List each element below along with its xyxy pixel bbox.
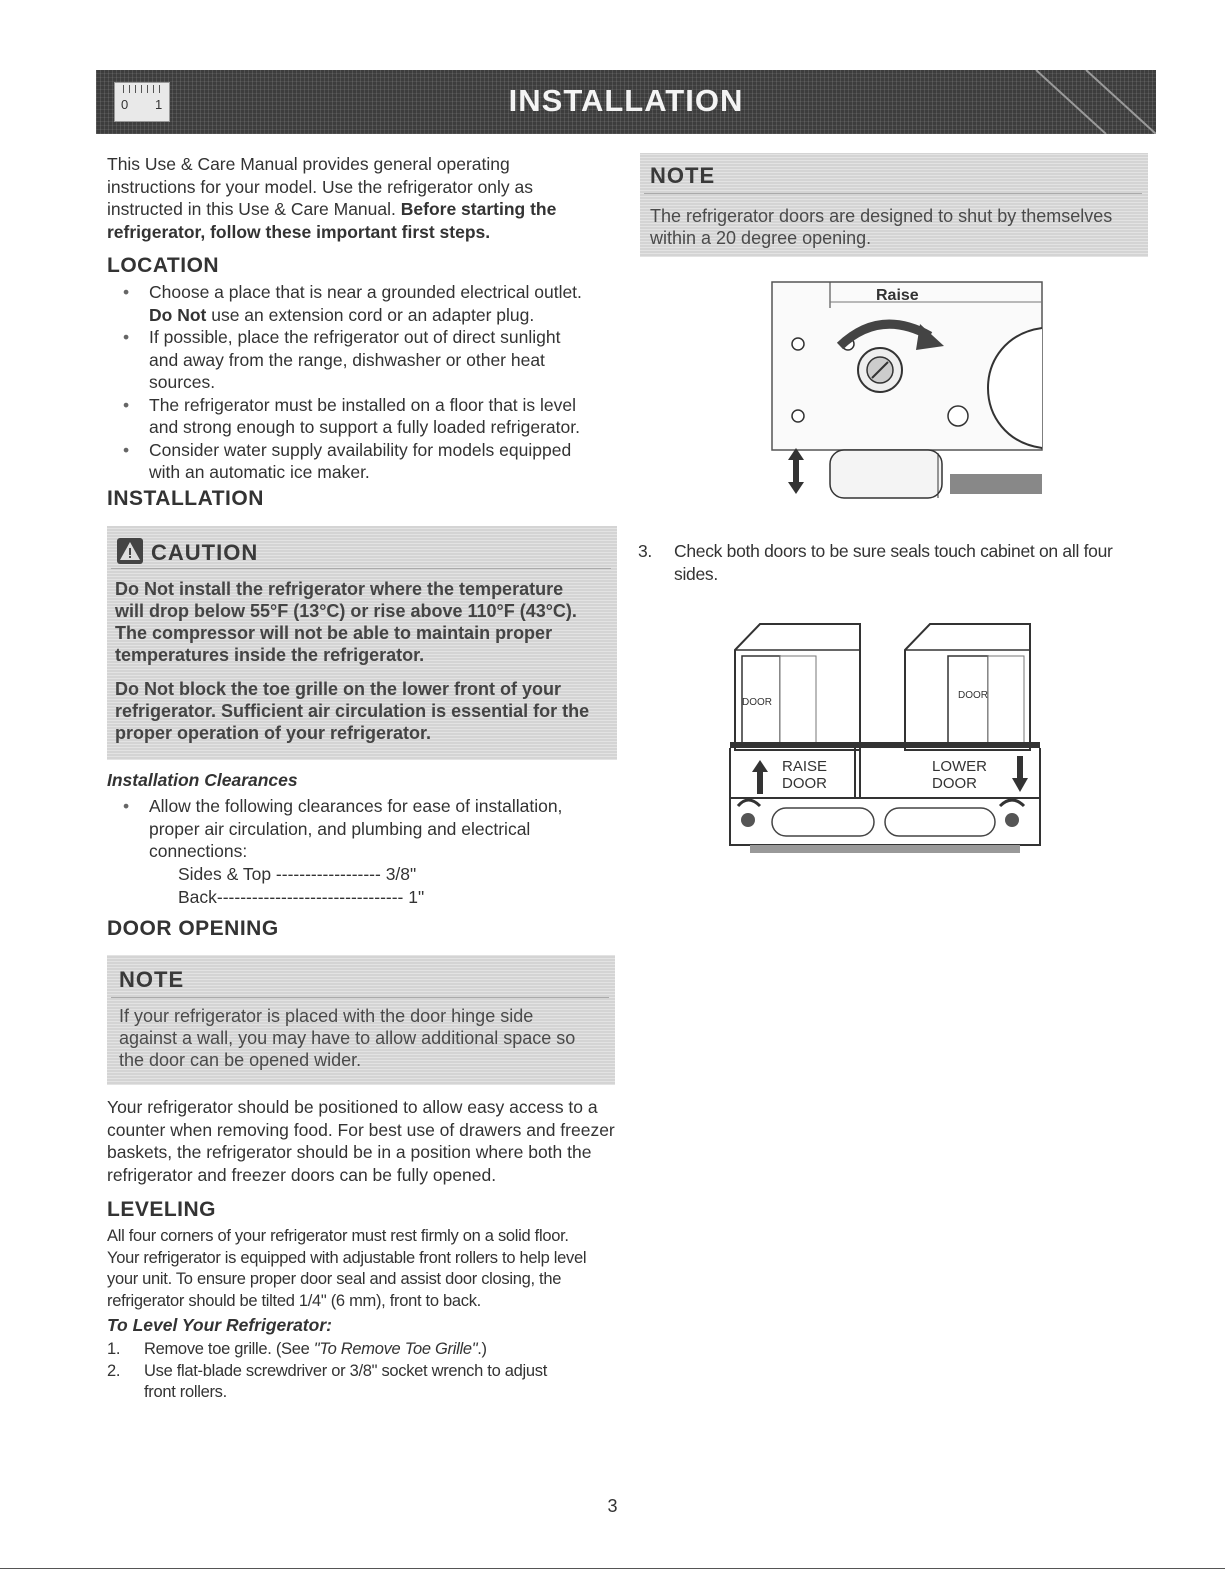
list-item: • Choose a place that is near a grounded electrical outlet. Do Not use an extension cord or an adapter plug. bbox=[107, 281, 617, 326]
caution-paragraph-1: Do Not install the refrigerator where the temperature will drop below 55°F (13°C) or rise above 110°F (43°C). The compressor will not be able to maintain proper temperatures inside the refrigerator. bbox=[115, 579, 577, 665]
lower-door-label-1: LOWER bbox=[932, 758, 988, 775]
clearances-list bbox=[107, 795, 617, 863]
header-decoration bbox=[1016, 70, 1156, 134]
door-shut-note-box bbox=[640, 153, 1148, 257]
leveling-paragraph: All four corners of your refrigerator must rest firmly on a solid floor. Your refrigerator is equipped with adjustable front rollers to help level your unit. To ensure proper door seal and assist door closing, the refrigerator should be tilted 1/4" (6 mm), front to back. bbox=[107, 1227, 587, 1310]
leveling-subhead: To Level Your Refrigerator: bbox=[107, 1315, 332, 1335]
raise-door-label-2: DOOR bbox=[782, 775, 827, 792]
door-label-left: DOOR bbox=[742, 697, 772, 708]
lower-door-label-2: DOOR bbox=[932, 775, 977, 792]
location-heading: LOCATION bbox=[107, 254, 220, 277]
caution-paragraph-2: Do Not block the toe grille on the lower front of your refrigerator. Sufficient air circulation is essential for the proper operation of your refrigerator. bbox=[115, 679, 590, 743]
roller-adjust-illustration bbox=[760, 278, 1045, 513]
list-item: • The refrigerator must be installed on a floor that is level and strong enough to support a fully loaded refrigerator. bbox=[107, 394, 617, 439]
location-list bbox=[107, 281, 617, 484]
door-alignment-illustration bbox=[720, 610, 1055, 860]
caution-title: CAUTION bbox=[151, 540, 259, 565]
door-label-right: DOOR bbox=[958, 690, 988, 701]
level-gauge-icon: 0 1 bbox=[114, 82, 170, 122]
clearance-sides-top: Sides & Top ------------------ 3/8" bbox=[178, 864, 417, 884]
leveling-heading: LEVELING bbox=[107, 1198, 217, 1221]
list-item: 1. Remove toe grille. (See "To Remove Toe Grille".) bbox=[107, 1340, 487, 1358]
list-item: • Consider water supply availability for models equipped with an automatic ice maker. bbox=[107, 439, 617, 484]
clearance-back: Back-------------------------------- 1" bbox=[178, 887, 425, 907]
leveling-steps bbox=[107, 1339, 627, 1404]
raise-label: Raise bbox=[876, 287, 919, 304]
page-title: INSTALLATION bbox=[508, 83, 744, 118]
step-3: 3. Check both doors to be sure seals touch cabinet on all four sides. bbox=[638, 541, 1113, 584]
page-number: 3 bbox=[607, 1496, 618, 1516]
note-title: NOTE bbox=[119, 967, 185, 992]
note-text: If your refrigerator is placed with the door hinge side against a wall, you may have to allow additional space so the door can be opened wider. bbox=[119, 1006, 576, 1070]
raise-door-label-1: RAISE bbox=[782, 758, 828, 775]
note-title: NOTE bbox=[650, 163, 716, 188]
door-opening-paragraph: Your refrigerator should be positioned to allow easy access to a counter when removing food. For best use of drawers and freezer baskets, the refrigerator should be in a position where both the refrigerator and freezer doors can be fully opened. bbox=[107, 1097, 615, 1185]
caution-box bbox=[107, 526, 617, 760]
clearances-title: Installation Clearances bbox=[107, 770, 298, 790]
door-note-box bbox=[107, 955, 615, 1085]
warning-triangle-icon bbox=[117, 538, 143, 564]
door-opening-heading: DOOR OPENING bbox=[107, 917, 279, 940]
page-bottom-rule bbox=[0, 1568, 1225, 1569]
list-item: 2. Use flat-blade screwdriver or 3/8" socket wrench to adjust front rollers. bbox=[107, 1361, 547, 1401]
installation-heading: INSTALLATION bbox=[107, 487, 264, 510]
header-banner bbox=[96, 70, 1156, 134]
list-item: • Allow the following clearances for ease of installation, proper air circulation, and plumbing and electrical connections: bbox=[107, 795, 617, 863]
intro-paragraph: This Use & Care Manual provides general operating instructions for your model. Use the refrigerator only as instructed in this Use & Care Manual. Before starting the refrigerator, follow these important first steps. bbox=[107, 154, 557, 242]
note-text: The refrigerator doors are designed to shut by themselves within a 20 degree opening. bbox=[650, 206, 1113, 248]
list-item: • If possible, place the refrigerator out of direct sunlight and away from the range, dishwasher or other heat sources. bbox=[107, 326, 617, 394]
